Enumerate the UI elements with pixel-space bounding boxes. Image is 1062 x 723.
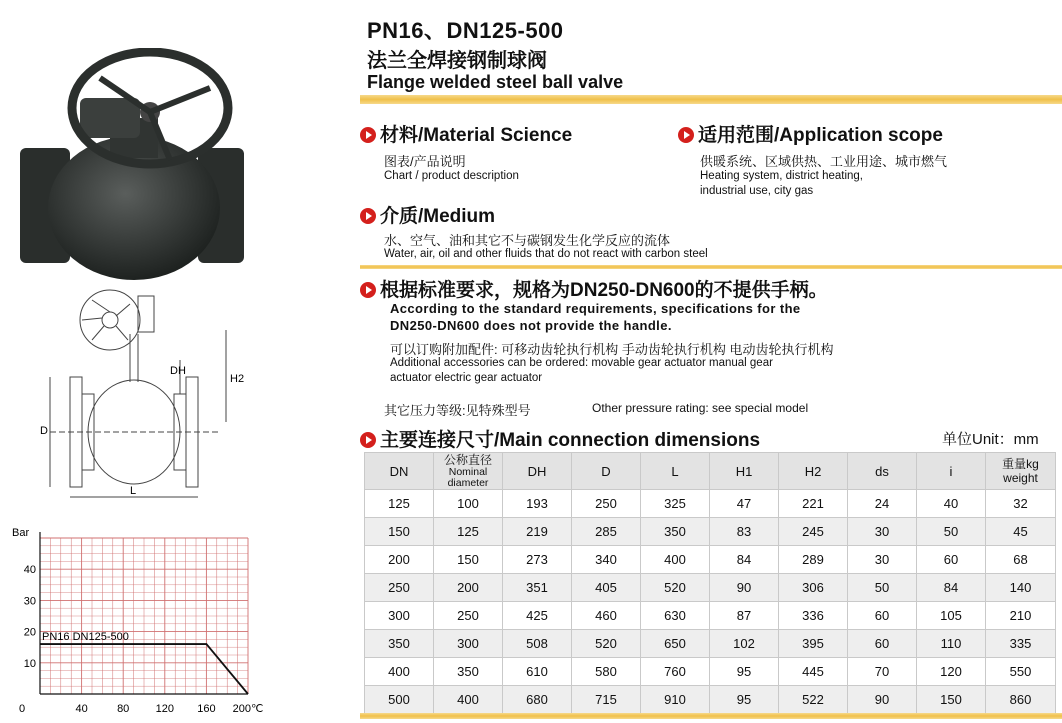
table-cell: 336: [779, 602, 848, 630]
table-cell: 650: [641, 630, 710, 658]
x-tick-label: 80: [117, 703, 130, 715]
accessories-text-en-1: Additional accessories can be ordered: movable gear actuator manual gear: [390, 357, 773, 369]
material-text-cn: 图表/产品说明: [384, 154, 466, 169]
header-dn: DN: [365, 453, 434, 490]
table-cell: 340: [572, 546, 641, 574]
title-en: Flange welded steel ball valve: [367, 72, 624, 92]
section-dimensions-title: [360, 425, 760, 452]
note-title-cn: 根据标准要求，规格为DN250-DN600的不提供手柄。: [380, 280, 828, 301]
table-cell: 610: [503, 658, 572, 686]
table-cell: 150: [434, 546, 503, 574]
table-cell: 219: [503, 518, 572, 546]
chart-labels: [12, 527, 263, 715]
table-cell: 84: [710, 546, 779, 574]
accessories-text-en-2: actuator electric gear actuator: [390, 372, 543, 384]
medium-text-en: Water, air, oil and other fluids that do not react with carbon steel: [384, 248, 708, 260]
table-cell: 105: [917, 602, 986, 630]
table-cell: 70: [848, 658, 917, 686]
title-cn: 法兰全焊接钢制球阀: [367, 50, 547, 72]
x-tick-label: 120: [155, 703, 174, 715]
table-cell: 193: [503, 490, 572, 518]
table-cell: 550: [986, 658, 1056, 686]
header-nominal-en2: diameter: [447, 476, 489, 489]
table-cell: 102: [710, 630, 779, 658]
note-title-en-2: DN250-DN600 does not provide the handle.: [390, 318, 672, 333]
note-title-en-1: According to the standard requirements, specifications for the: [390, 301, 801, 316]
table-cell: 30: [848, 518, 917, 546]
table-cell: 425: [503, 602, 572, 630]
table-cell: 350: [434, 658, 503, 686]
table-cell: 285: [572, 518, 641, 546]
series-label: PN16 DN125-500: [42, 631, 129, 644]
y-axis-label: Bar: [12, 527, 30, 539]
table-cell: 715: [572, 686, 641, 714]
application-title-text: 适用范围/Application scope: [698, 125, 943, 146]
material-title-text: 材料/Material Science: [380, 125, 573, 146]
y-tick-label: 40: [23, 564, 36, 577]
pressure-temperature-chart: [0, 520, 280, 723]
dim-label-l: L: [130, 485, 137, 497]
table-cell: 50: [848, 574, 917, 602]
header-ds: ds: [848, 453, 917, 490]
x-tick-label: 200℃: [232, 703, 264, 715]
title-spec: PN16、DN125-500: [367, 18, 564, 43]
dim-label-dh: DH: [170, 365, 186, 377]
table-cell: 125: [365, 490, 434, 518]
header-weight-cn: 重量kg: [1002, 457, 1039, 471]
x-tick-label: 160: [197, 703, 216, 715]
table-cell: 350: [641, 518, 710, 546]
pressure-text-cn: 其它压力等级:见特殊型号: [384, 403, 531, 418]
x-tick-label: 40: [75, 703, 88, 715]
header-d: D: [572, 453, 641, 490]
table-cell: 50: [917, 518, 986, 546]
application-text-en-2: industrial use, city gas: [700, 185, 814, 197]
table-cell: 245: [779, 518, 848, 546]
gold-divider-top: [360, 95, 1062, 104]
table-cell: 150: [365, 518, 434, 546]
dim-label-d: D: [40, 425, 48, 437]
y-tick-label: 20: [23, 626, 36, 639]
section-medium-title: [360, 201, 495, 228]
table-cell: 125: [434, 518, 503, 546]
table-cell: 110: [917, 630, 986, 658]
table-row: [365, 574, 1056, 602]
play-bullet-icon: [360, 282, 376, 298]
header-h1: H1: [710, 453, 779, 490]
table-row: [365, 630, 1056, 658]
table-row: [365, 490, 1056, 518]
play-bullet-icon: [360, 432, 376, 448]
table-body: [365, 490, 1056, 714]
play-bullet-icon: [678, 127, 694, 143]
table-cell: 221: [779, 490, 848, 518]
accessories-text-cn: 可以订购附加配件: 可移动齿轮执行机构 手动齿轮执行机构 电动齿轮执行机构: [390, 342, 834, 357]
y-tick-label: 30: [23, 595, 36, 608]
table-cell: 325: [641, 490, 710, 518]
table-cell: 47: [710, 490, 779, 518]
header-nominal: [434, 453, 503, 490]
table-cell: 250: [365, 574, 434, 602]
table-cell: 200: [365, 546, 434, 574]
table-cell: 289: [779, 546, 848, 574]
table-cell: 445: [779, 658, 848, 686]
table-row: [365, 686, 1056, 714]
table-cell: 60: [917, 546, 986, 574]
table-cell: 87: [710, 602, 779, 630]
table-cell: 210: [986, 602, 1056, 630]
header-l: L: [641, 453, 710, 490]
table-header-row: [365, 453, 1056, 490]
valve-photo: [20, 48, 250, 286]
table-cell: 910: [641, 686, 710, 714]
play-bullet-icon: [360, 127, 376, 143]
table-cell: 300: [365, 602, 434, 630]
section-application-title: [678, 120, 943, 147]
table-cell: 84: [917, 574, 986, 602]
table-row: [365, 602, 1056, 630]
table-cell: 520: [641, 574, 710, 602]
table-cell: 140: [986, 574, 1056, 602]
table-cell: 273: [503, 546, 572, 574]
table-cell: 200: [434, 574, 503, 602]
pressure-text-en: Other pressure rating: see special model: [592, 401, 809, 415]
x-tick-label: 0: [18, 703, 26, 715]
table-cell: 680: [503, 686, 572, 714]
table-cell: 45: [986, 518, 1056, 546]
header-dh: DH: [503, 453, 572, 490]
table-cell: 500: [365, 686, 434, 714]
table-cell: 580: [572, 658, 641, 686]
unit-label: 单位Unit：mm: [942, 431, 1039, 448]
table-cell: 400: [641, 546, 710, 574]
table-cell: 95: [710, 658, 779, 686]
table-cell: 250: [434, 602, 503, 630]
table-cell: 250: [572, 490, 641, 518]
gold-divider-bottom: [360, 713, 1062, 719]
table-cell: 405: [572, 574, 641, 602]
header-weight-en: weight: [1003, 471, 1038, 485]
medium-text-cn: 水、空气、油和其它不与碳钢发生化学反应的流体: [384, 233, 671, 248]
dim-label-h2: H2: [230, 373, 245, 385]
valve-dimension-drawing: [30, 282, 280, 514]
table-cell: 400: [434, 686, 503, 714]
table-cell: 400: [365, 658, 434, 686]
y-tick-label: 10: [23, 657, 36, 670]
table-cell: 460: [572, 602, 641, 630]
table-cell: 120: [917, 658, 986, 686]
table-cell: 522: [779, 686, 848, 714]
table-cell: 100: [434, 490, 503, 518]
gold-divider-mid: [360, 265, 1062, 269]
table-cell: 32: [986, 490, 1056, 518]
table-cell: 508: [503, 630, 572, 658]
header-nominal-en1: Nominal: [448, 465, 488, 478]
header-weight: [986, 453, 1056, 490]
table-cell: 335: [986, 630, 1056, 658]
dimensions-title-text: 主要连接尺寸/Main connection dimensions: [380, 430, 761, 451]
table-cell: 350: [365, 630, 434, 658]
chart-grid: [40, 538, 248, 694]
section-material-title: [360, 120, 572, 147]
application-text-cn: 供暖系统、区域供热、工业用途、城市燃气: [700, 154, 948, 169]
header-i: i: [917, 453, 986, 490]
table-cell: 40: [917, 490, 986, 518]
table-cell: 860: [986, 686, 1056, 714]
table-cell: 520: [572, 630, 641, 658]
table-cell: 300: [434, 630, 503, 658]
table-cell: 306: [779, 574, 848, 602]
table-cell: 95: [710, 686, 779, 714]
table-row: [365, 546, 1056, 574]
table-cell: 395: [779, 630, 848, 658]
table-cell: 68: [986, 546, 1056, 574]
table-cell: 24: [848, 490, 917, 518]
medium-title-text: 介质/Medium: [380, 206, 496, 227]
table-cell: 60: [848, 630, 917, 658]
table-cell: 351: [503, 574, 572, 602]
table-cell: 30: [848, 546, 917, 574]
table-cell: 90: [710, 574, 779, 602]
header-h2: H2: [779, 453, 848, 490]
dimensions-table: [364, 452, 1056, 714]
table-cell: 150: [917, 686, 986, 714]
play-bullet-icon: [360, 208, 376, 224]
table-cell: 630: [641, 602, 710, 630]
table-cell: 90: [848, 686, 917, 714]
application-text-en-1: Heating system, district heating,: [700, 170, 863, 182]
table-cell: 60: [848, 602, 917, 630]
section-note-title: [360, 275, 828, 302]
table-cell: 760: [641, 658, 710, 686]
header-nominal-cn: 公称直径: [443, 452, 492, 467]
material-text-en: Chart / product description: [384, 170, 519, 182]
table-row: [365, 658, 1056, 686]
table-cell: 83: [710, 518, 779, 546]
table-row: [365, 518, 1056, 546]
